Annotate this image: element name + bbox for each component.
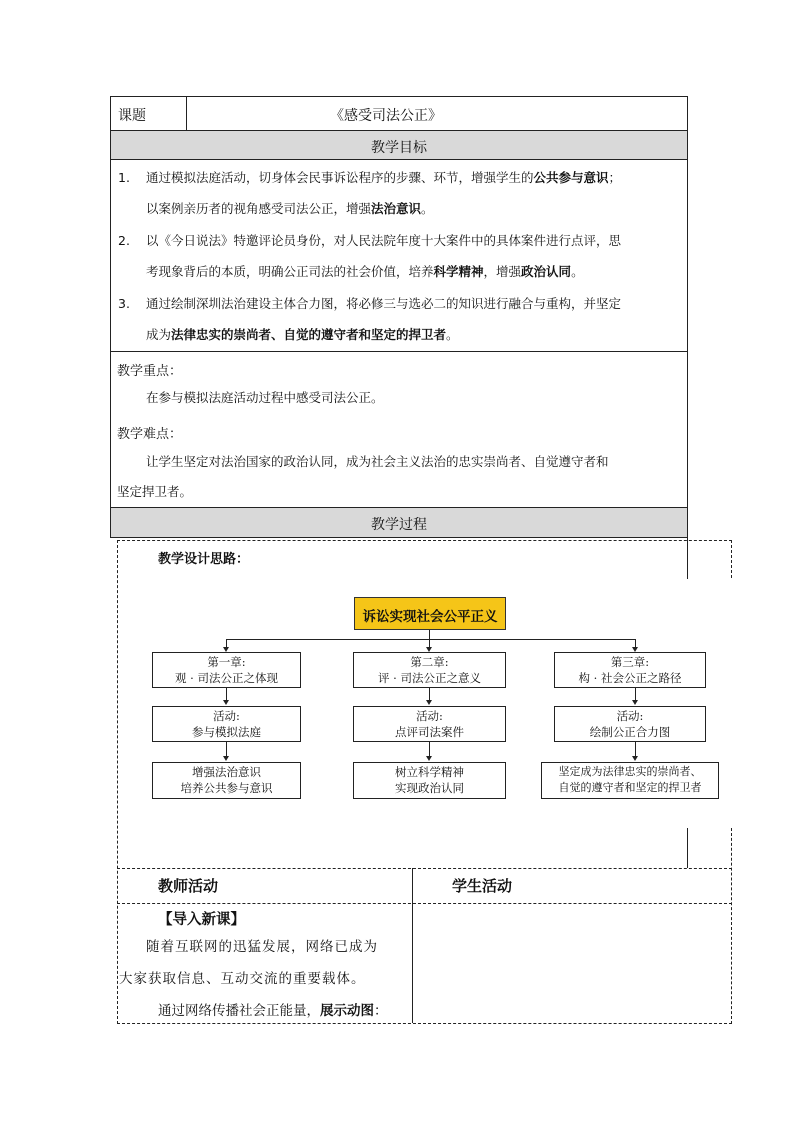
difficulties-line1: 让学生坚定对法治国家的政治认同，成为社会主义法治的忠实崇尚者、自觉遵守者和 bbox=[146, 454, 609, 469]
activity-box: 活动: 点评司法案件 bbox=[353, 706, 506, 742]
intro-paragraph-line1: 随着互联网的迅猛发展，网络已成为 bbox=[146, 939, 378, 955]
intro-paragraph-2: 通过网络传播社会正能量，展示动图： bbox=[158, 1003, 388, 1019]
connector-line bbox=[429, 742, 430, 756]
goal-box: 树立科学精神 实现政治认同 bbox=[353, 762, 506, 799]
table-right-border-lower bbox=[687, 828, 688, 868]
arrow-head bbox=[632, 756, 638, 761]
activity-column-divider bbox=[412, 868, 413, 1023]
table-top-border bbox=[110, 96, 688, 97]
goal-number: 1. bbox=[118, 170, 130, 185]
goals-heading: 教学目标 bbox=[371, 140, 427, 156]
goal-item-3 bbox=[118, 289, 130, 319]
chapter-box: 第二章: 评 · 司法公正之意义 bbox=[353, 652, 506, 688]
chapter-box: 第三章: 构 · 社会公正之路径 bbox=[554, 652, 706, 688]
design-label: 教学设计思路： bbox=[158, 552, 250, 567]
arrow-head bbox=[223, 756, 229, 761]
goal-box: 坚定成为法律忠实的崇尚者、 自觉的遵守者和坚定的捍卫者 bbox=[541, 762, 719, 799]
arrow-head bbox=[223, 700, 229, 705]
process-heading: 教学过程 bbox=[371, 517, 427, 533]
connector-line bbox=[635, 639, 636, 647]
connector-line bbox=[226, 742, 227, 756]
arrow-head bbox=[426, 700, 432, 705]
connector-line bbox=[429, 688, 430, 700]
goal-item-2-line2: 考现象背后的本质，明确公正司法的社会价值，培养科学精神，增强政治认同。 bbox=[146, 264, 584, 279]
difficulties-line2: 坚定捍卫者。 bbox=[117, 484, 193, 499]
goal-item-1 bbox=[118, 163, 130, 193]
connector-line bbox=[226, 688, 227, 700]
teacher-activity-heading: 教师活动 bbox=[158, 877, 219, 895]
dashed-border-right bbox=[731, 828, 732, 1024]
goal-item-2 bbox=[118, 226, 130, 256]
connector-line bbox=[429, 639, 430, 647]
connector-line bbox=[635, 688, 636, 700]
goal-item-3-line2: 成为法律忠实的崇尚者、自觉的遵守者和坚定的捍卫者。 bbox=[146, 327, 459, 342]
goal-number: 2. bbox=[118, 233, 130, 248]
dashed-divider bbox=[117, 868, 732, 869]
activity-box: 活动: 绘制公正合力图 bbox=[554, 706, 706, 742]
goal-item-2-line1: 以《今日说法》特邀评论员身份，对人民法院年度十大案件中的具体案件进行点评，思 bbox=[146, 233, 622, 248]
chapter-box: 第一章: 观 · 司法公正之体现 bbox=[152, 652, 301, 688]
arrow-head bbox=[426, 756, 432, 761]
connector-line bbox=[226, 639, 227, 647]
arrow-head bbox=[632, 700, 638, 705]
dashed-border-bottom bbox=[117, 1023, 732, 1024]
goal-item-1-line2: 以案例亲历者的视角感受司法公正，增强法治意识。 bbox=[146, 201, 434, 216]
connector-line bbox=[226, 639, 636, 640]
dashed-border-top bbox=[117, 540, 732, 541]
dashed-border-right bbox=[731, 540, 732, 578]
key-points-label: 教学重点： bbox=[117, 364, 183, 379]
row-divider bbox=[110, 159, 688, 160]
student-activity-heading: 学生活动 bbox=[452, 877, 513, 895]
activity-box: 活动: 参与模拟法庭 bbox=[152, 706, 301, 742]
row-divider bbox=[110, 537, 688, 538]
table-left-border bbox=[110, 96, 111, 538]
diagram-root-text: 诉讼实现社会公平正义 bbox=[362, 609, 498, 625]
intro-label: 【导入新课】 bbox=[158, 912, 245, 928]
connector-line bbox=[635, 742, 636, 756]
dashed-divider bbox=[117, 903, 732, 904]
goal-number: 3. bbox=[118, 296, 130, 311]
intro-paragraph-line2: 大家获取信息、互动交流的重要载体。 bbox=[119, 971, 366, 987]
difficulties-label: 教学难点： bbox=[117, 427, 183, 442]
goal-item-1-line1: 通过模拟法庭活动，切身体会民事诉讼程序的步骤、环节，增强学生的公共参与意识； bbox=[146, 170, 622, 185]
row-divider bbox=[110, 351, 688, 352]
dashed-border-left bbox=[117, 540, 118, 1024]
key-points-text: 在参与模拟法庭活动过程中感受司法公正。 bbox=[146, 390, 384, 405]
lesson-title: 《感受司法公正》 bbox=[330, 108, 442, 124]
topic-label: 课题 bbox=[118, 108, 146, 124]
goal-box: 增强法治意识 培养公共参与意识 bbox=[152, 762, 301, 799]
goal-item-3-line1: 通过绘制深圳法治建设主体合力图，将必修三与选必二的知识进行融合与重构，并坚定 bbox=[146, 296, 622, 311]
